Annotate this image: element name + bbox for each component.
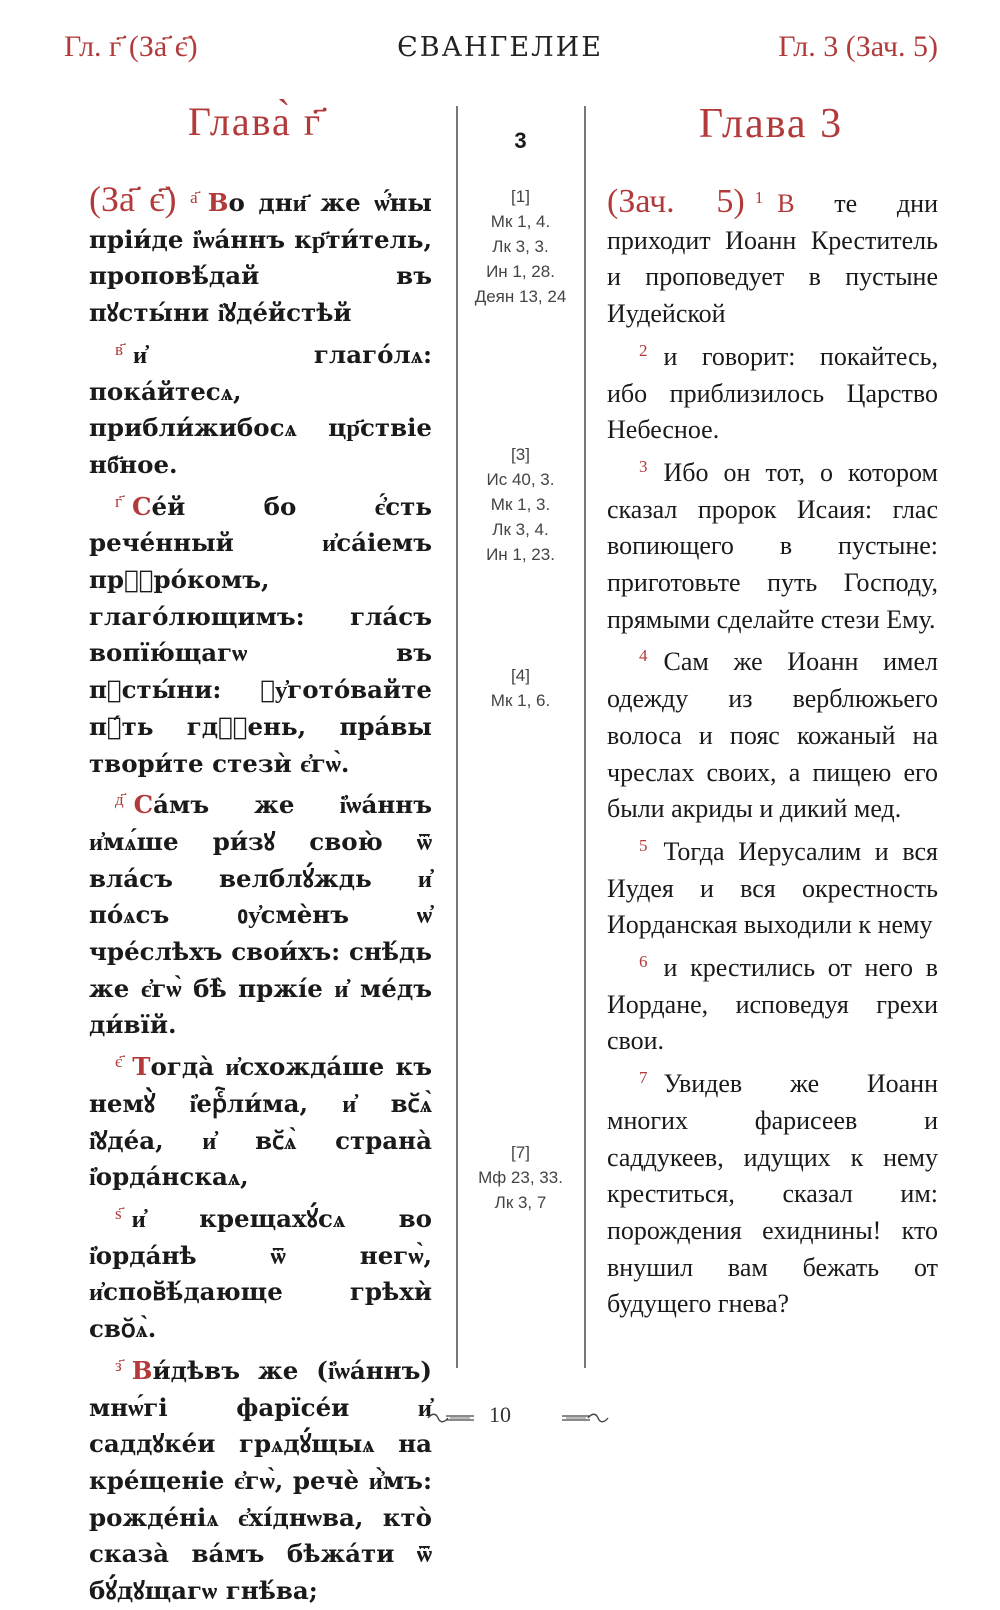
ru-verse-2 <box>607 333 938 449</box>
reference-block <box>457 442 584 567</box>
page-footer <box>0 1400 1000 1436</box>
ru-verse-number: 3 <box>639 456 648 476</box>
cs-verse-5 <box>89 1044 432 1196</box>
chapter-number: 3 <box>514 128 527 153</box>
ornament-right-icon <box>560 1410 610 1426</box>
ru-verse-number: 6 <box>639 952 648 972</box>
cs-initial: В <box>207 188 229 217</box>
cs-verse-number: є҃ <box>115 1052 123 1073</box>
ru-verse-number: 4 <box>639 646 648 666</box>
ru-zachalo: (Зач. 5) <box>607 183 745 220</box>
cs-initial: С <box>131 491 152 521</box>
ru-verse-3 <box>607 449 938 639</box>
running-head <box>0 0 1000 80</box>
ru-verse-5 <box>607 828 938 944</box>
ru-verse-number: 1 <box>754 188 764 207</box>
reference-item: Лк 3, 7 <box>494 1193 547 1212</box>
cs-verse-text: огда̀ и҆схожда́ше къ немꙋ̀ і҆ерⷭ҇ли́ма, и҆ вс꙼ѧ̀ і҆ꙋде́а, и҆ вс꙼ѧ̀ страна̀ і҆орда́нскаѧ, <box>89 1052 432 1192</box>
ru-verse-1 <box>607 180 938 333</box>
ru-verse-text: и говорит: покайтесь, ибо приблизилось Царство Небесное. <box>607 341 938 445</box>
ru-verse-text: Тогда Иерусалим и вся Иудея и вся окрестность Иорданская выходили к нему <box>607 836 938 940</box>
cs-verse-2 <box>89 332 432 484</box>
ru-verse-text: те дни приходит Иоанн Креститель и проповедует в пустыне Иудейской <box>607 189 938 329</box>
cs-initial: В <box>131 1355 153 1385</box>
ru-verse-number: 2 <box>639 340 648 360</box>
cs-verse-text: и҆ крещахꙋ́сѧ во і҆орда́нѣ ѿ негѡ̀, и҆спов꙼ѣ́дающе грѣхѝ сво꙼ѧ̀. <box>89 1203 432 1344</box>
ru-column <box>607 180 938 1323</box>
cs-verse-6 <box>89 1196 432 1348</box>
ru-verse-number: 5 <box>639 835 648 855</box>
reference-block <box>457 1140 584 1215</box>
cs-verse-text: е́й бо є҆́сть рече́нный и҆са́іемъ прⷪ҇ро́комъ, глаго́лющимъ: гла́съ вопїю́щагѡ въ пꙋсты́ни: ᲂу҆гото́вайте пꙋ́ть гдⷭ҇ень, пра́вы твори́те стезѝ є҆гѡ̀. <box>89 491 432 778</box>
column-rule-right <box>584 106 586 1368</box>
reference-item: Лк 3, 4. <box>492 520 549 539</box>
cs-verse-number: ѕ҃ <box>115 1203 122 1224</box>
cs-verse-3 <box>89 484 432 783</box>
reference-item: Мк 1, 3. <box>490 495 551 514</box>
reference-verse: [1] <box>511 187 530 206</box>
ru-verse-number: 7 <box>639 1068 648 1088</box>
cs-verse-4 <box>89 782 432 1044</box>
reference-block <box>457 663 584 713</box>
reference-verse: [4] <box>511 666 530 685</box>
reference-item: Мф 23, 33. <box>478 1168 563 1187</box>
running-head-left: Гл. г҃ (За҃ є҃) <box>64 30 198 63</box>
running-head-right: Гл. 3 (Зач. 5) <box>778 30 938 63</box>
cs-verse-text: и҆ глаго́лѧ: пока́йтесѧ, прибли́жибосѧ цр҃ствіе нб҃ное. <box>89 339 432 479</box>
cs-chapter-title: Глава̀ г҃ <box>187 99 323 144</box>
reference-item: Ин 1, 28. <box>486 262 555 281</box>
reference-item: Ин 1, 23. <box>486 545 555 564</box>
ru-verse-6 <box>607 944 938 1060</box>
cs-verse-7 <box>89 1348 432 1610</box>
reference-verse: [3] <box>511 445 530 464</box>
cs-column <box>89 180 432 1610</box>
reference-item: Мк 1, 4. <box>490 212 551 231</box>
cs-verse-number: г҃ <box>115 491 122 512</box>
ru-chapter-title: Глава 3 <box>698 101 844 147</box>
ru-verse-7 <box>607 1060 938 1323</box>
cs-verse-number: а҃ <box>190 188 198 208</box>
ru-verse-text: Увидев же Иоанн многих фарисеев и саддукеев, идущих к нему креститься, сказал им: порождения ехиднины! кто внушил вам бежать от будущего гнева? <box>607 1069 938 1319</box>
page-number: 10 <box>489 1402 511 1427</box>
cs-initial: Т <box>132 1052 151 1082</box>
reference-item: Ис 40, 3. <box>486 470 555 489</box>
reference-item: Лк 3, 3. <box>492 237 549 256</box>
reference-item: Мк 1, 6. <box>490 691 551 710</box>
reference-block <box>457 184 584 309</box>
cs-verse-text: о дни҃ же ѡ҆́ны пріи́де і҆ѡа́ннъ кр҃ти́тель, проповѣ́дай въ пꙋсты́ни і҆ꙋде́йстѣй <box>89 188 432 328</box>
cs-verse-number: в҃ <box>115 339 124 360</box>
ru-verse-text: Сам же Иоанн имел одежду из верблюжьего волоса и пояс кожаный на чреслах своих, а пищею его были акриды и дикий мед. <box>607 647 938 824</box>
ru-verse-text: и крестились от него в Иордане, исповедуя грехи свои. <box>607 953 938 1056</box>
ru-verse-text: Ибо он тот, о котором сказал пророк Исаия: глас вопиющего в пустыне: приготовьте путь Господу, прямыми сделайте стези Ему. <box>607 457 938 634</box>
ru-initial: В <box>777 189 795 218</box>
running-head-title: ЄВАНГЕЛИЕ <box>397 32 603 63</box>
cs-zachalo: (За҃ є҃) <box>89 179 177 219</box>
ru-verse-4 <box>607 638 938 828</box>
reference-item: Деян 13, 24 <box>474 287 567 306</box>
cs-verse-text: а́мъ же і҆ѡа́ннъ и҆мѧ́ше ри́зꙋ свою̀ ѿ вла́съ велблꙋ́ждь и҆ по́ѧсъ ᲂу҆смѐнъ ѡ҆ чре́слѣхъ свои́хъ: снѣ́дь же є҆гѡ̀ бѣ̀ пржі́е и҆ ме́дъ ди́вїй. <box>89 790 432 1040</box>
cs-verse-number: д҃ <box>115 790 124 811</box>
cs-verse-text: и́дѣвъ же (і҆ѡа́ннъ) мнѡ́гі фарїсе́и и҆ саддꙋке́и грѧдꙋ́щыѧ на кре́щеніе є҆гѡ̀, речѐ и҆̀мъ: рожде́ніѧ є҆хі́днѡва, кто̀ сказа̀ ва́мъ бѣжа́ти ѿ бꙋ́дꙋщагѡ гнѣ́ва; <box>89 1355 432 1606</box>
reference-verse: [7] <box>511 1143 530 1162</box>
cs-initial: С <box>133 790 154 820</box>
cs-verse-1 <box>89 180 432 332</box>
cs-verse-number: з҃ <box>115 1355 122 1376</box>
